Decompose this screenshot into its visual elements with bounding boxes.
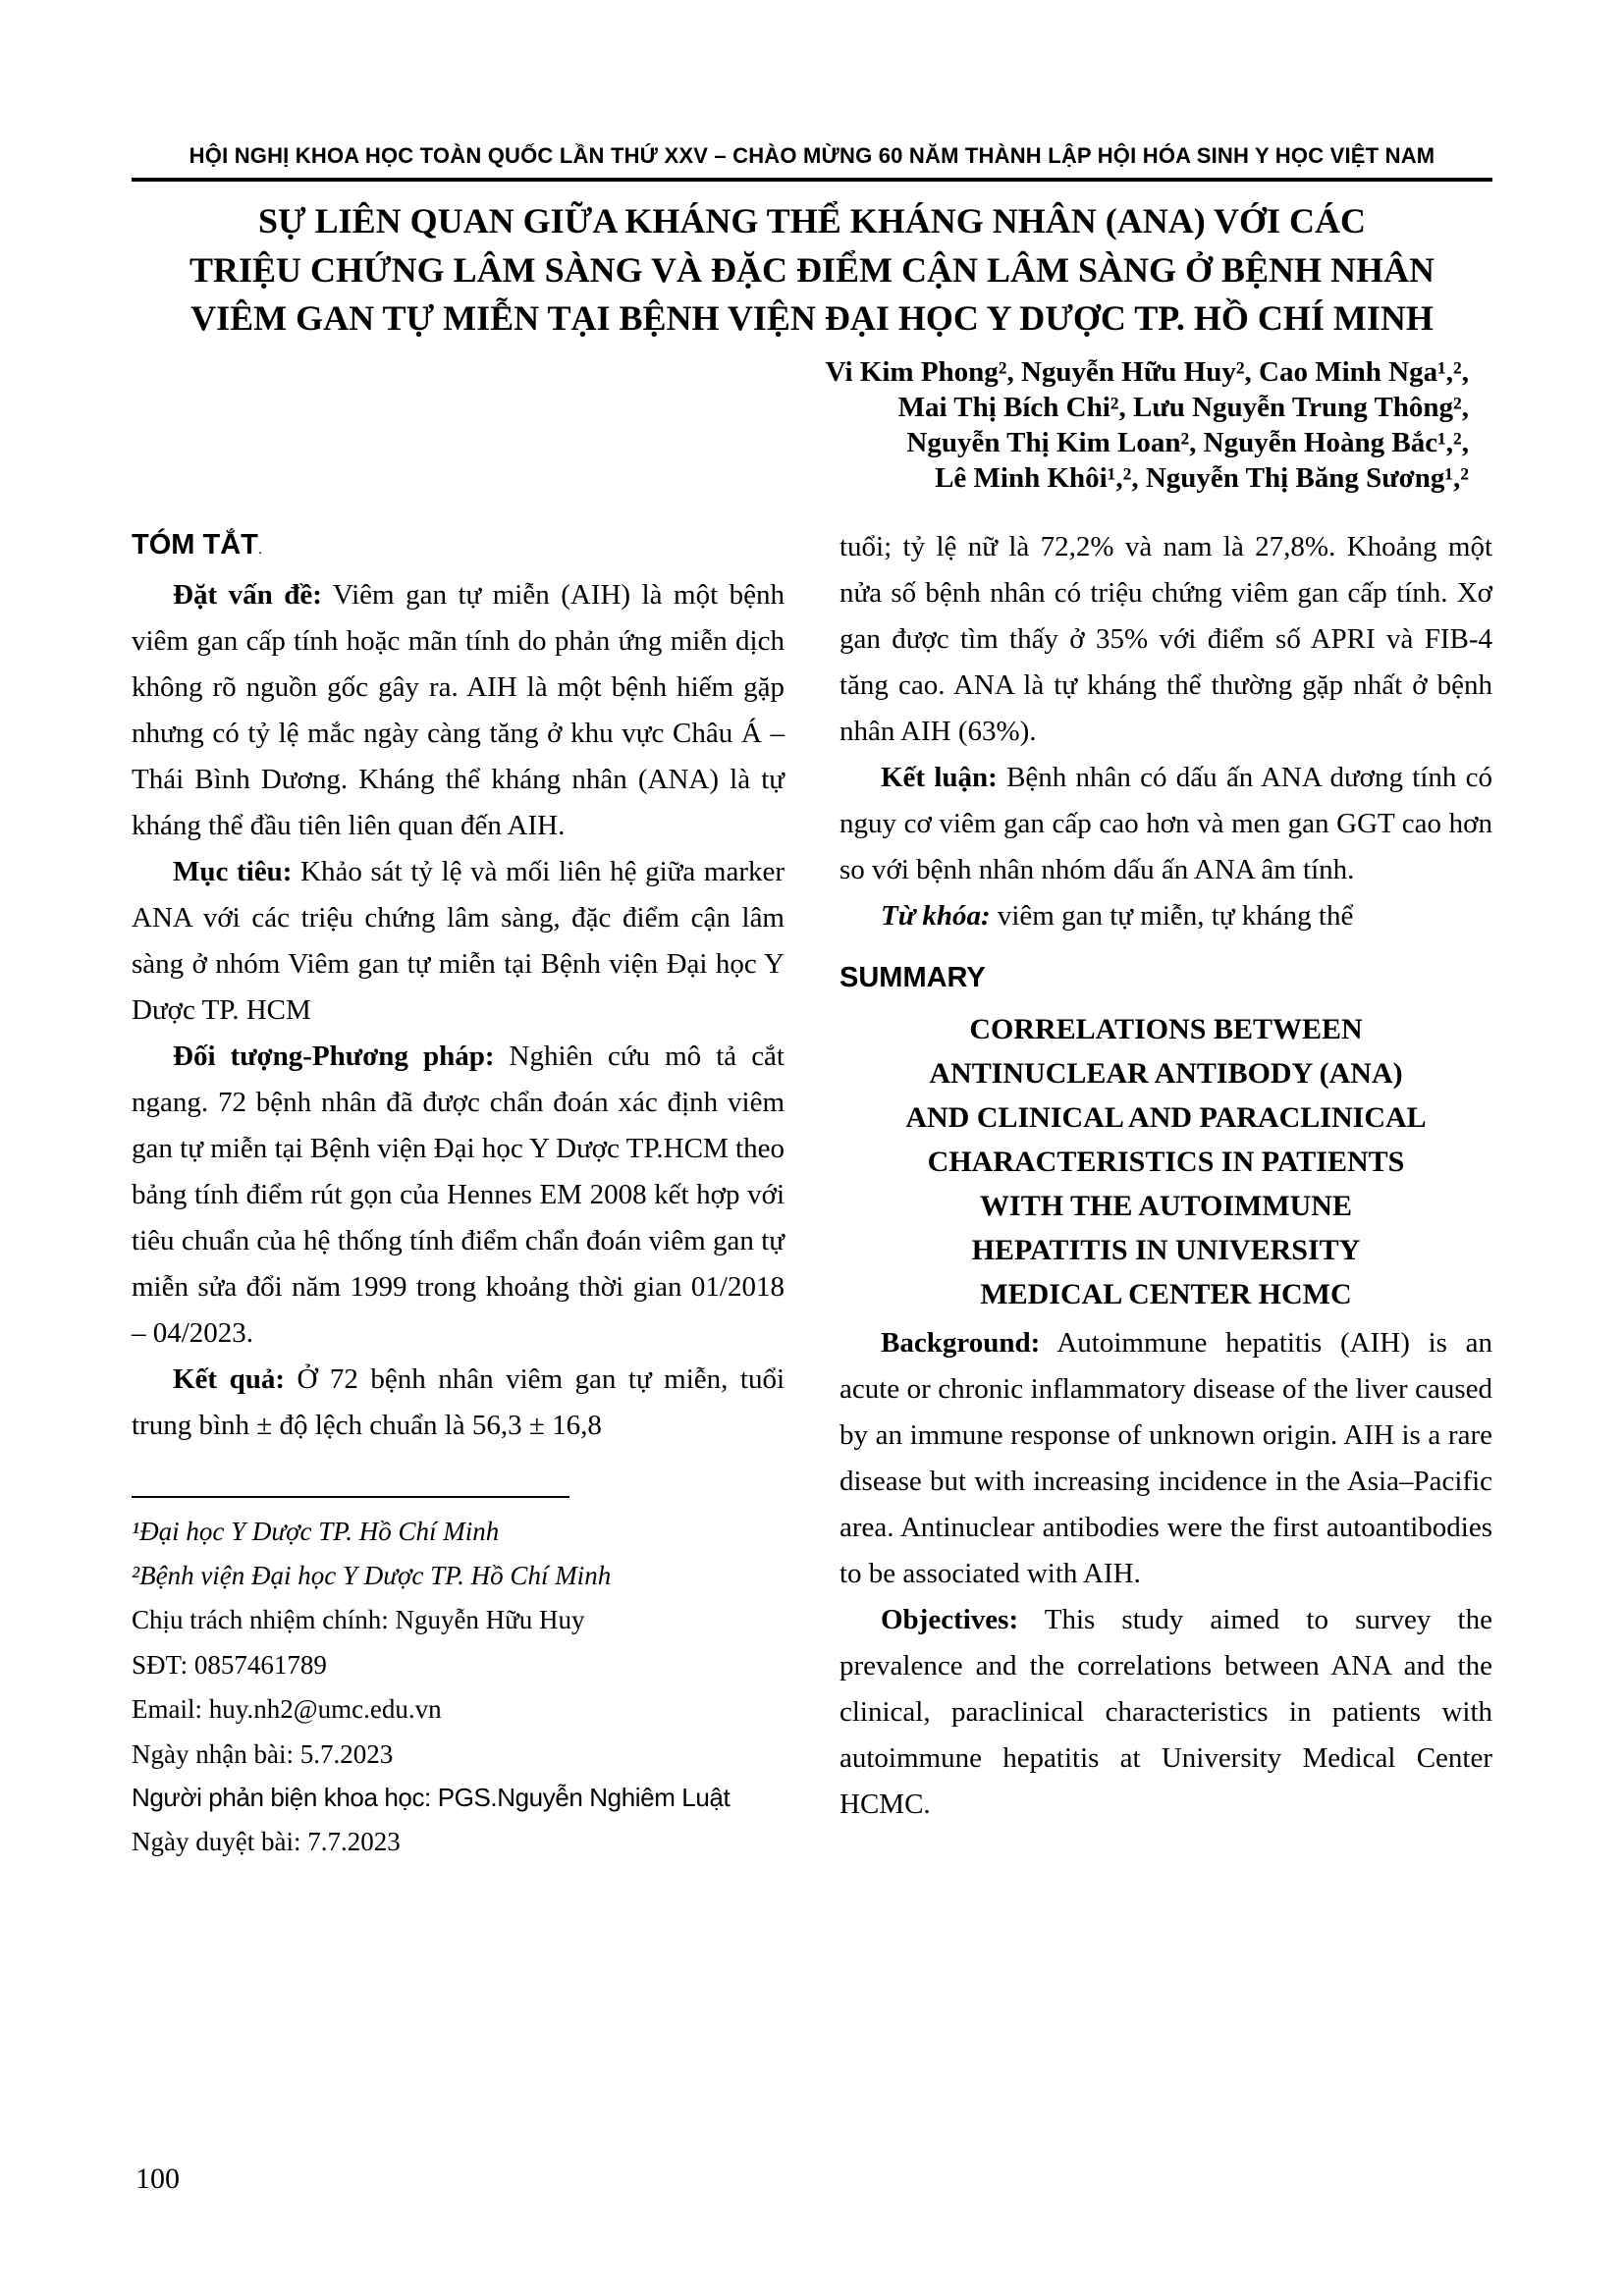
abstract-paragraph-results — [132, 1357, 785, 1449]
paragraph-label: Background: — [881, 1327, 1041, 1360]
accepted-date: Ngày duyệt bài: 7.7.2023 — [132, 1826, 401, 1856]
email-address: Email: huy.nh2@umc.edu.vn — [132, 1694, 442, 1725]
paragraph-label: Mục tiêu: — [173, 856, 293, 888]
summary-heading: SUMMARY — [839, 961, 986, 993]
abstract-paragraph-methods — [132, 1034, 785, 1357]
article-title-line: VIÊM GAN TỰ MIỄN TẠI BỆNH VIỆN ĐẠI HỌC Y DƯỢC TP. HỒ CHÍ MINH — [190, 298, 1434, 339]
abstract-paragraph-objective — [132, 849, 785, 1034]
summary-paragraph-background — [839, 1320, 1492, 1597]
english-title-line: CHARACTERISTICS IN PATIENTS — [927, 1146, 1405, 1179]
author-line: Nguyễn Thị Kim Loan², Nguyễn Hoàng Bắc¹,², — [906, 426, 1469, 458]
author-line: Lê Minh Khôi¹,², Nguyễn Thị Băng Sương¹,² — [935, 461, 1469, 494]
article-title-line: SỰ LIÊN QUAN GIỮA KHÁNG THỂ KHÁNG NHÂN (ANA) VỚI CÁC — [257, 201, 1367, 240]
paragraph-text: Ở 72 bệnh nhân viêm gan tự miễn, tuổi trung bình ± độ lệch chuẩn là 56,3 ± 16,8 — [132, 1362, 785, 1441]
corresponding-author: Chịu trách nhiệm chính: Nguyễn Hữu Huy — [132, 1605, 585, 1635]
paragraph-text: This study aimed to survey the prevalence and the correlations between ANA and the clinical, paraclinical characteristics in patients with autoimmune hepatitis at University Medical Center HCMC. — [839, 1603, 1492, 1820]
english-title-line: HEPATITIS IN UNIVERSITY — [971, 1234, 1361, 1267]
paragraph-label: Đối tượng-Phương pháp: — [173, 1041, 495, 1073]
abstract-heading-dot: . — [257, 540, 263, 558]
abstract-continuation: tuổi; tỷ lệ nữ là 72,2% và nam là 27,8%. Khoảng một nửa số bệnh nhân có triệu chứng viêm gan cấp tính. Xơ gan được tìm thấy ở 35% với điểm số APRI và FIB-4 tăng cao. ANA là tự kháng thể thường gặp nhất ở bệnh nhân AIH (63%). — [839, 530, 1492, 747]
paragraph-label: Kết luận: — [881, 761, 998, 793]
paragraph-text: Autoimmune hepatitis (AIH) is an acute or chronic inflammatory disease of the liver caused by an immune response of unknown origin. AIH is a rare disease but with increasing incidence in the Asia–Pacific area. Antinuclear antibodies were the first autoantibodies to be associated with AIH. — [839, 1327, 1492, 1589]
paragraph-label: Đặt vấn đề: — [173, 579, 322, 612]
paragraph-label: Kết quả: — [173, 1362, 285, 1395]
english-title-line: AND CLINICAL AND PARACLINICAL — [905, 1101, 1427, 1135]
right-column — [839, 524, 1492, 1864]
english-title-line: WITH THE AUTOIMMUNE — [980, 1190, 1352, 1223]
two-column-body — [132, 524, 1492, 1864]
scientific-reviewer: Người phản biện khoa học: PGS.Nguyễn Nghiêm Luật — [132, 1782, 731, 1812]
abstract-heading-text: TÓM TẮT — [132, 528, 258, 561]
footnote-block — [132, 1496, 785, 1864]
english-title — [839, 1007, 1492, 1316]
paragraph-text: Viêm gan tự miễn (AIH) là một bệnh viêm gan cấp tính hoặc mãn tính do phản ứng miễn dịch không rõ nguồn gốc gây ra. AIH là một bệnh hiếm gặp nhưng có tỷ lệ mắc ngày càng tăng ở khu vực Châu Á – Thái Bình Dương. Kháng thể kháng nhân (ANA) là tự kháng thể đầu tiên liên quan đến AIH. — [132, 579, 785, 842]
affiliation-1: ¹Đại học Y Dược TP. Hồ Chí Minh — [132, 1516, 500, 1546]
footnote-separator — [132, 1496, 569, 1498]
author-line: Vi Kim Phong², Nguyễn Hữu Huy², Cao Minh Nga¹,², — [825, 356, 1469, 389]
author-line: Mai Thị Bích Chi², Lưu Nguyễn Trung Thông², — [897, 391, 1469, 423]
paragraph-text: Bệnh nhân có dấu ấn ANA dương tính có nguy cơ viêm gan cấp cao hơn và men gan GGT cao hơn so với bệnh nhân nhóm dấu ấn ANA âm tính. — [839, 761, 1493, 885]
article-title — [132, 197, 1492, 344]
english-title-line: CORRELATIONS BETWEEN — [969, 1013, 1363, 1046]
abstract-paragraph-conclusion — [839, 755, 1492, 893]
abstract-paragraph-background — [132, 572, 785, 849]
summary-paragraph-objectives — [839, 1597, 1492, 1828]
paragraph-text: Khảo sát tỷ lệ và mối liên hệ giữa marker ANA với các triệu chứng lâm sàng, đặc điểm cận lâm sàng ở nhóm Viêm gan tự miễn tại Bệnh viện Đại học Y Dược TP. HCM — [132, 856, 785, 1027]
abstract-heading — [132, 524, 785, 567]
received-date: Ngày nhận bài: 5.7.2023 — [132, 1738, 394, 1769]
conference-header — [132, 143, 1492, 182]
conference-header-text: HỘI NGHỊ KHOA HỌC TOÀN QUỐC LẦN THỨ XXV – CHÀO MỪNG 60 NĂM THÀNH LẬP HỘI HÓA SINH Y HỌC VIỆT NAM — [189, 143, 1435, 168]
phone-number: SĐT: 0857461789 — [132, 1649, 327, 1680]
english-title-line: ANTINUCLEAR ANTIBODY (ANA) — [929, 1057, 1403, 1091]
left-column — [132, 524, 785, 1864]
paragraph-label: Objectives: — [881, 1603, 1019, 1635]
paragraph-text: Nghiên cứu mô tả cắt ngang. 72 bệnh nhân đã được chẩn đoán xác định viêm gan tự miễn tại Bệnh viện Đại học Y Dược TP.HCM theo bảng tính điểm rút gọn của Hennes EM 2008 kết hợp với tiêu chuẩn của hệ thống tính điểm chẩn đoán viêm gan tự miễn sửa đổi năm 1999 trong khoảng thời gian 01/2018 – 04/2023. — [132, 1041, 785, 1349]
affiliation-2: ²Bệnh viện Đại học Y Dược TP. Hồ Chí Minh — [132, 1561, 612, 1591]
keywords-paragraph — [839, 893, 1492, 939]
keywords-text: viêm gan tự miễn, tự kháng thể — [990, 899, 1354, 932]
authors-block — [132, 355, 1492, 497]
keywords-label: Từ khóa: — [881, 899, 991, 932]
article-title-line: TRIỆU CHỨNG LÂM SÀNG VÀ ĐẶC ĐIỂM CẬN LÂM SÀNG Ở BỆNH NHÂN — [189, 249, 1435, 290]
english-title-line: MEDICAL CENTER HCMC — [980, 1278, 1352, 1311]
page-number: 100 — [135, 2163, 180, 2195]
